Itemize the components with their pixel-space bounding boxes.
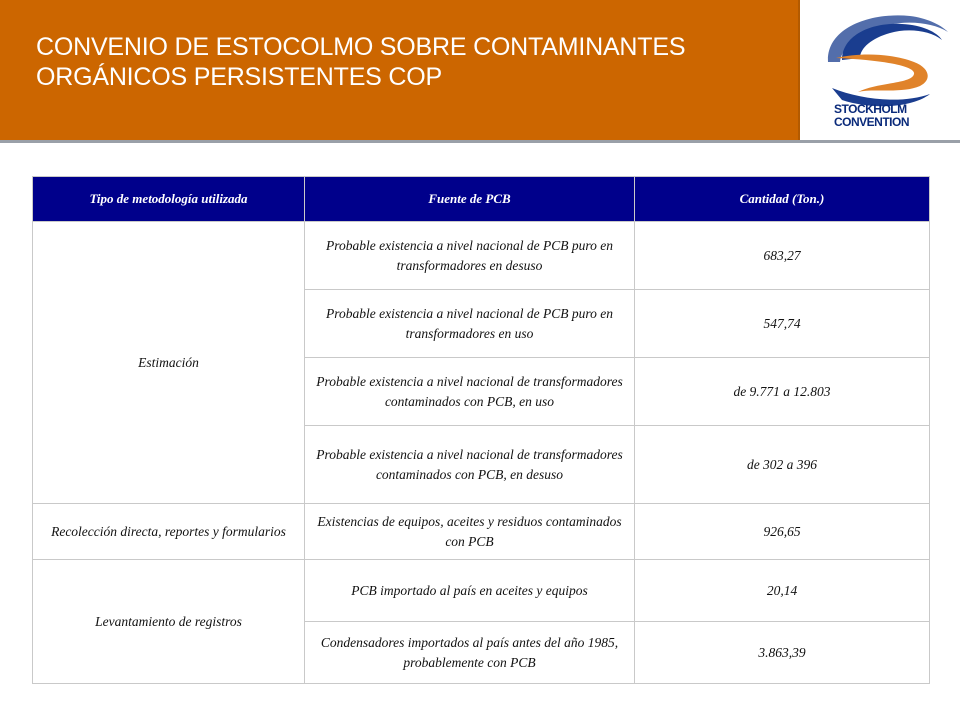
amount-cell: 547,74 xyxy=(635,290,930,358)
source-cell: Probable existencia a nivel nacional de PCB puro en transformadores en desuso xyxy=(305,222,635,290)
amount-cell: 926,65 xyxy=(635,504,930,560)
column-header-source: Fuente de PCB xyxy=(305,177,635,222)
table-row xyxy=(33,222,930,290)
table-row xyxy=(33,504,930,560)
amount-cell: de 302 a 396 xyxy=(635,426,930,504)
amount-cell: 3.863,39 xyxy=(635,622,930,684)
source-cell: Probable existencia a nivel nacional de transformadores contaminados con PCB, en uso xyxy=(305,358,635,426)
pcb-inventory-table xyxy=(32,176,930,684)
page-title xyxy=(36,32,685,92)
source-cell: Probable existencia a nivel nacional de transformadores contaminados con PCB, en desuso xyxy=(305,426,635,504)
source-cell: Probable existencia a nivel nacional de PCB puro en transformadores en uso xyxy=(305,290,635,358)
logo-text-line-2: CONVENTION xyxy=(834,115,910,129)
title-banner xyxy=(0,0,800,140)
method-cell: Recolección directa, reportes y formularios xyxy=(33,504,305,560)
logo-text-line-1: STOCKHOLM xyxy=(834,102,907,116)
column-header-amount: Cantidad (Ton.) xyxy=(635,177,930,222)
amount-cell: 20,14 xyxy=(635,560,930,622)
source-cell: PCB importado al país en aceites y equipos xyxy=(305,560,635,622)
banner-divider xyxy=(0,140,960,143)
logo-text xyxy=(834,103,934,129)
title-line-2: ORGÁNICOS PERSISTENTES COP xyxy=(36,63,442,91)
amount-cell: de 9.771 a 12.803 xyxy=(635,358,930,426)
title-line-1: CONVENIO DE ESTOCOLMO SOBRE CONTAMINANTES xyxy=(36,33,686,61)
method-cell: Estimación xyxy=(33,222,305,504)
source-cell: Existencias de equipos, aceites y residuos contaminados con PCB xyxy=(305,504,635,560)
table-header-row xyxy=(33,177,930,222)
source-cell: Condensadores importados al país antes del año 1985, probablemente con PCB xyxy=(305,622,635,684)
column-header-method: Tipo de metodología utilizada xyxy=(33,177,305,222)
amount-cell: 683,27 xyxy=(635,222,930,290)
method-cell: Levantamiento de registros xyxy=(33,560,305,684)
table-row xyxy=(33,560,930,622)
